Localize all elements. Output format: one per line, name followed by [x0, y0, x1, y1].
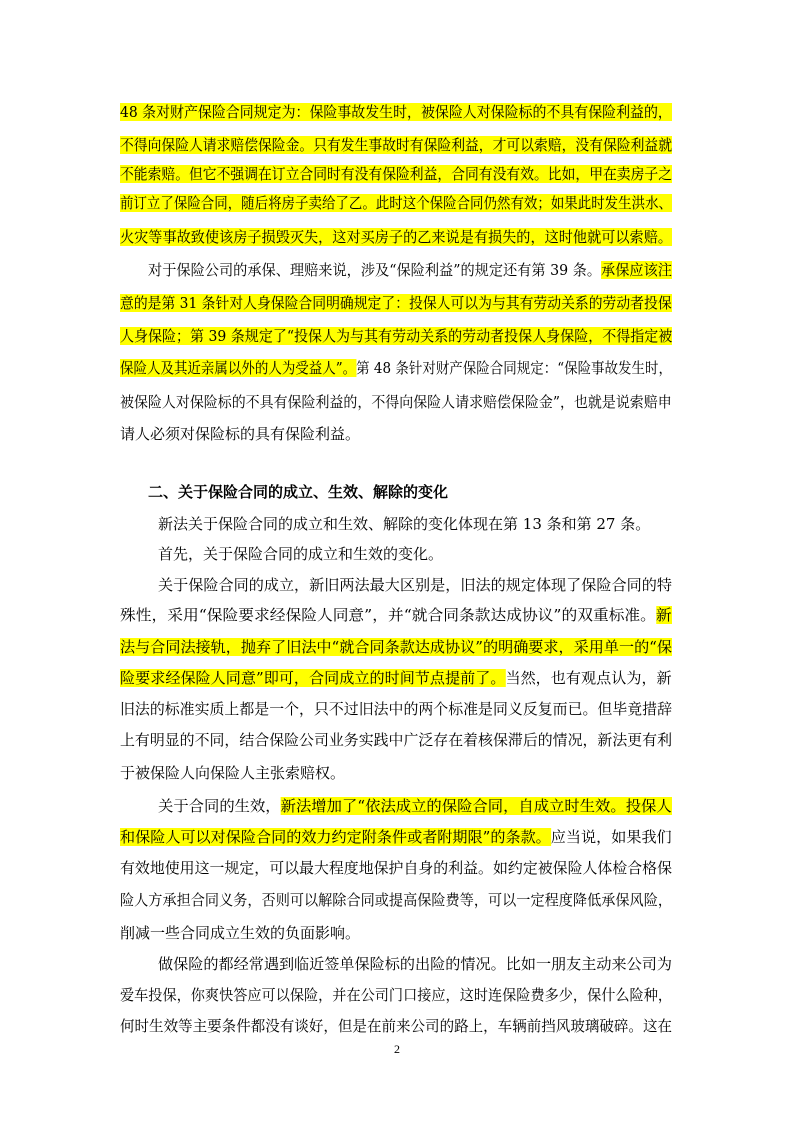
highlighted-text: 不能索赔。但它不强调在订立合同时有没有保险利益，合同有没有效。比如，甲在卖房子之: [120, 165, 673, 183]
text-line: [120, 102, 672, 122]
text-line: [120, 699, 672, 719]
highlighted-text: 新: [655, 606, 672, 624]
text-line: [158, 514, 650, 534]
text-line: [158, 575, 672, 595]
text-segment: 何时生效等主要条件都没有谈好，但是在前来公司的路上，车辆前挡风玻璃破碎。这在: [120, 1017, 673, 1035]
text-segment: 上有明显的不同，结合保险公司业务实践中广泛存在着核保滞后的情况，新法更有利: [120, 731, 673, 749]
highlighted-text: 保险人及其近亲属以外的人为受益人”。: [120, 359, 357, 377]
text-line: [120, 1016, 672, 1036]
text-line: [120, 392, 672, 412]
text-segment: 第 48 条针对财产保险合同规定：“保险事故发生时，: [356, 359, 672, 377]
text-segment: 对于保险公司的承保、理赔来说，涉及“保险利益”的规定还有第 39 条。: [148, 261, 602, 279]
highlighted-text: 不得向保险人请求赔偿保险金。只有发生事故时有保险利益，才可以索赔，没有保险利益就: [120, 136, 673, 154]
text-line: [158, 544, 443, 564]
text-segment: 做保险的都经常遇到临近签单保险标的出险的情况。比如一朋友主动来公司为: [158, 955, 673, 973]
section-heading: [148, 482, 448, 502]
text-line: [120, 193, 672, 213]
text-segment: 殊性，采用“保险要求经保险人同意”，并“就合同条款达成协议”的双重标准。: [120, 606, 656, 624]
text-line: [120, 637, 672, 657]
text-segment: 爱车投保，你爽快答应可以保险，并在公司门口接应，这时连保险费多少，保什么险种，: [120, 986, 673, 1004]
text-line: [120, 858, 672, 878]
text-line: [148, 260, 672, 280]
text-line: [120, 668, 672, 688]
text-segment: 二、关于保险合同的成立、生效、解除的变化: [148, 483, 449, 501]
text-segment: 当然，也有观点认为，新: [505, 669, 672, 687]
text-line: [120, 293, 672, 313]
text-line: [120, 890, 672, 910]
highlighted-text: 承保应该注: [601, 261, 672, 279]
text-segment: 被保险人对保险标的不具有保险利益的，不得向保险人请求赔偿保险金”，也就是说索赔申: [120, 393, 672, 411]
text-segment: 关于保险合同的成立，新旧两法最大区别是，旧法的规定体现了保险合同的特: [158, 576, 673, 594]
text-segment: 新法关于保险合同的成立和生效、解除的变化体现在第 13 条和第 27 条。: [158, 515, 651, 533]
text-line: [120, 424, 360, 444]
highlighted-text: 新法增加了“依法成立的保险合同，自成立时生效。投保人: [280, 797, 672, 815]
text-line: [120, 227, 672, 247]
text-line: [120, 164, 672, 184]
highlighted-text: 险要求经保险人同意”即可，合同成立的时间节点提前了。: [120, 669, 506, 687]
text-segment: 关于合同的生效，: [158, 797, 281, 815]
text-segment: 应当说，如果我们: [550, 828, 672, 846]
highlighted-text: 法与合同法接轨，抛弃了旧法中“就合同条款达成协议”的明确要求，采用单一的“保: [120, 638, 673, 656]
text-line: [120, 923, 360, 943]
text-line: [158, 954, 672, 974]
text-segment: 旧法的标准实质上都是一个，只不过旧法中的两个标准是同义反复而已。但毕竟措辞: [120, 700, 673, 718]
text-line: [120, 326, 672, 346]
highlighted-text: 火灾等事故致使该房子损毁灭失，这对买房子的乙来说是有损失的，这时他就可以索赔。: [120, 228, 673, 246]
highlighted-text: 人身保险；第 39 条规定了“投保人为与其有劳动关系的劳动者投保人身保险，不得指定被: [120, 327, 673, 345]
text-segment: 有效地使用这一规定，可以最大程度地保护自身的利益。如约定被保险人体检合格保: [120, 859, 673, 877]
highlighted-text: 意的是第 31 条针对人身保险合同明确规定了：投保人可以为与其有劳动关系的劳动者投保: [120, 294, 672, 312]
text-segment: 险人方承担合同义务，否则可以解除合同或提高保险费等，可以一定程度降低承保风险，: [120, 891, 673, 909]
page-number: 2: [394, 1042, 400, 1056]
text-segment: 请人必须对保险标的具有保险利益。: [120, 425, 361, 443]
text-segment: 削减一些合同成立生效的负面影响。: [120, 924, 361, 942]
highlighted-text: 前订立了保险合同，随后将房子卖给了乙。此时这个保险合同仍然有效；如果此时发生洪水、: [120, 194, 673, 212]
text-line: [158, 796, 672, 816]
text-line: [120, 827, 672, 847]
text-line: [120, 763, 345, 783]
text-line: [120, 730, 672, 750]
text-line: [120, 985, 672, 1005]
highlighted-text: 48 条对财产保险合同规定为：保险事故发生时，被保险人对保险标的不具有保险利益的，: [120, 103, 672, 121]
text-segment: 首先，关于保险合同的成立和生效的变化。: [158, 545, 444, 563]
text-line: [120, 605, 672, 625]
highlighted-text: 和保险人可以对保险合同的效力约定附条件或者附期限”的条款。: [120, 828, 551, 846]
text-line: [120, 358, 672, 378]
text-segment: 于被保险人向保险人主张索赔权。: [120, 764, 346, 782]
text-line: [120, 135, 672, 155]
